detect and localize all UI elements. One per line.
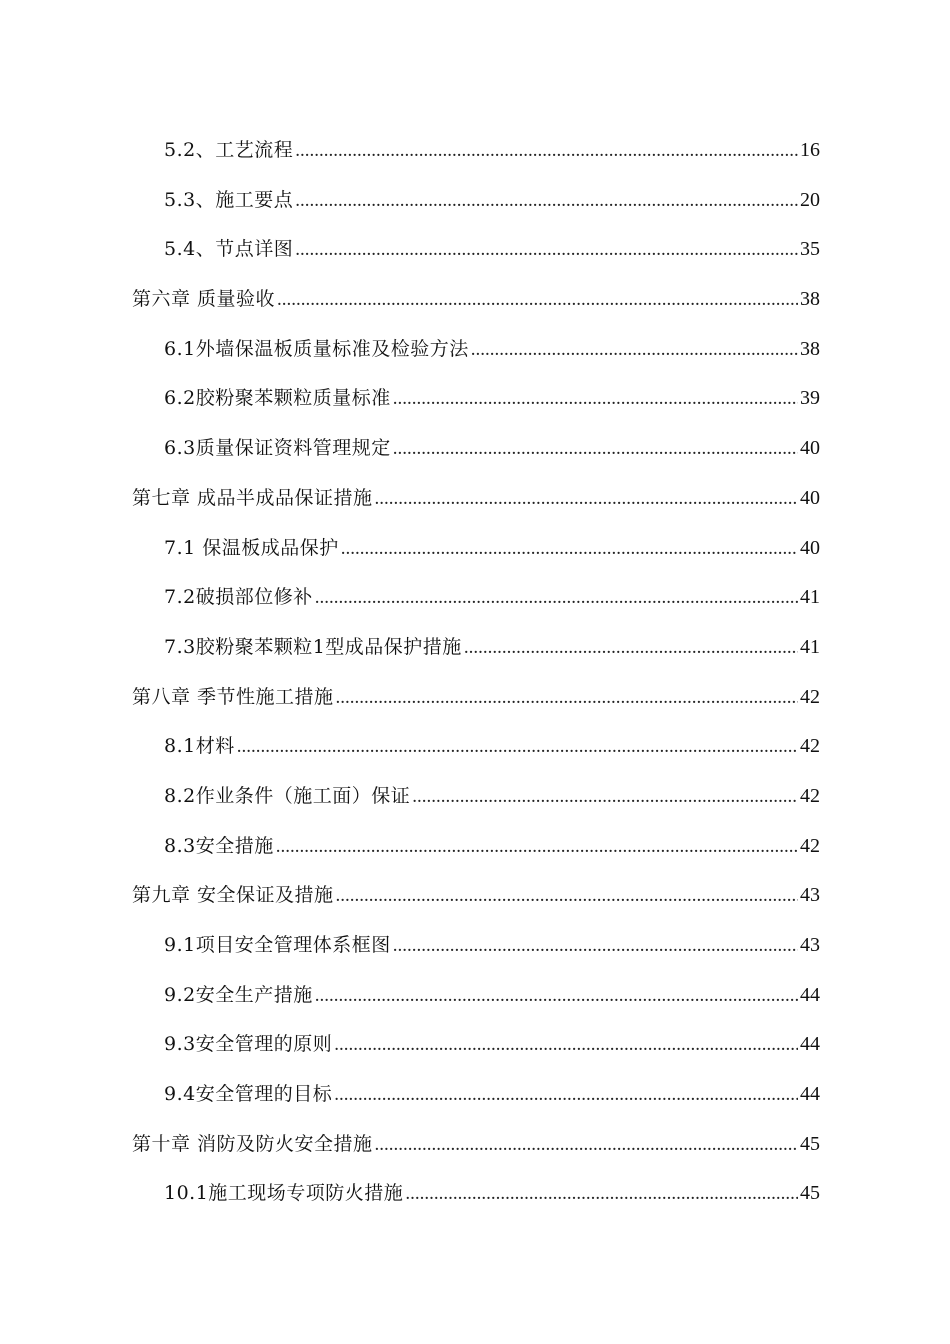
toc-entry-page-number: 35 <box>800 238 820 261</box>
toc-entry-title: 6.3质量保证资料管理规定 <box>164 437 391 460</box>
toc-section-entry[interactable] <box>0 822 820 872</box>
toc-chapter-entry[interactable] <box>0 673 820 723</box>
toc-entry-page-number: 42 <box>800 784 820 807</box>
toc-dot-leader <box>237 722 798 772</box>
toc-section-entry[interactable] <box>0 225 820 275</box>
toc-dot-leader <box>471 325 798 375</box>
toc-entry-title: 第七章 成品半成品保证措施 <box>132 486 373 509</box>
toc-entry-page-number: 39 <box>800 387 820 410</box>
table-of-contents <box>0 126 950 1219</box>
toc-entry-title: 5.2、工艺流程 <box>164 139 294 161</box>
toc-entry-page-number: 42 <box>800 735 820 758</box>
toc-entry-title: 9.4安全管理的目标 <box>164 1083 333 1106</box>
toc-section-entry[interactable] <box>0 921 820 971</box>
toc-section-entry[interactable] <box>0 126 820 176</box>
toc-entry-title: 8.3安全措施 <box>164 834 274 857</box>
toc-dot-leader <box>375 474 798 524</box>
toc-chapter-entry[interactable] <box>0 275 820 325</box>
toc-entry-page-number: 40 <box>800 437 820 460</box>
toc-entry-title: 第十章 消防及防火安全措施 <box>132 1132 373 1155</box>
toc-section-entry[interactable] <box>0 772 820 822</box>
toc-entry-page-number: 43 <box>800 934 820 956</box>
toc-section-entry[interactable] <box>0 623 820 673</box>
toc-dot-leader <box>412 772 798 822</box>
toc-section-entry[interactable] <box>0 374 820 424</box>
toc-section-entry[interactable] <box>0 722 820 772</box>
toc-entry-title: 7.2破损部位修补 <box>164 586 313 609</box>
toc-section-entry[interactable] <box>0 524 820 574</box>
toc-section-entry[interactable] <box>0 1020 820 1070</box>
toc-entry-page-number: 44 <box>800 1083 820 1106</box>
toc-section-entry[interactable] <box>0 325 820 375</box>
toc-dot-leader <box>276 822 798 872</box>
toc-chapter-entry[interactable] <box>0 1120 820 1170</box>
toc-dot-leader <box>336 673 798 723</box>
toc-dot-leader <box>336 871 798 921</box>
toc-entry-page-number: 40 <box>800 486 820 509</box>
toc-dot-leader <box>334 1070 798 1120</box>
toc-entry-page-number: 41 <box>800 635 820 658</box>
toc-entry-title: 8.1材料 <box>164 735 235 758</box>
toc-entry-title: 第九章 安全保证及措施 <box>132 884 334 907</box>
toc-entry-page-number: 43 <box>800 884 820 907</box>
toc-entry-page-number: 16 <box>800 139 820 161</box>
toc-dot-leader <box>393 374 798 424</box>
toc-section-entry[interactable] <box>0 1070 820 1120</box>
toc-section-entry[interactable] <box>0 176 820 226</box>
toc-section-entry[interactable] <box>0 424 820 474</box>
toc-entry-page-number: 40 <box>800 536 820 559</box>
toc-entry-title: 9.1项目安全管理体系框图 <box>164 934 391 956</box>
toc-entry-title: 9.2安全生产措施 <box>164 983 313 1006</box>
toc-dot-leader <box>341 524 798 574</box>
toc-entry-title: 第六章 质量验收 <box>132 288 276 311</box>
toc-chapter-entry[interactable] <box>0 871 820 921</box>
toc-section-entry[interactable] <box>0 971 820 1021</box>
toc-entry-page-number: 38 <box>800 288 820 311</box>
toc-entry-title: 第八章 季节性施工措施 <box>132 685 334 708</box>
toc-dot-leader <box>277 275 798 325</box>
toc-dot-leader <box>393 921 798 971</box>
toc-entry-page-number: 20 <box>800 188 820 211</box>
toc-entry-title: 7.3胶粉聚苯颗粒1型成品保护措施 <box>164 635 462 658</box>
toc-entry-title: 6.1外墙保温板质量标准及检验方法 <box>164 337 469 360</box>
toc-dot-leader <box>464 623 798 673</box>
toc-section-entry[interactable] <box>0 1169 820 1219</box>
toc-entry-page-number: 45 <box>800 1132 820 1155</box>
toc-dot-leader <box>405 1169 798 1219</box>
toc-entry-title: 5.3、施工要点 <box>164 188 294 211</box>
toc-dot-leader <box>295 176 798 226</box>
toc-entry-page-number: 42 <box>800 685 820 708</box>
toc-entry-title: 6.2胶粉聚苯颗粒质量标准 <box>164 387 391 410</box>
toc-entry-page-number: 42 <box>800 834 820 857</box>
toc-entry-title: 8.2作业条件（施工面）保证 <box>164 784 411 807</box>
toc-entry-title: 10.1施工现场专项防火措施 <box>164 1182 404 1205</box>
toc-entry-page-number: 38 <box>800 337 820 360</box>
toc-entry-page-number: 44 <box>800 1033 820 1056</box>
toc-entry-title: 5.4、节点详图 <box>164 238 294 261</box>
toc-dot-leader <box>295 225 798 275</box>
toc-dot-leader <box>295 126 798 176</box>
toc-entry-page-number: 44 <box>800 983 820 1006</box>
toc-chapter-entry[interactable] <box>0 474 820 524</box>
toc-dot-leader <box>393 424 798 474</box>
toc-dot-leader <box>315 573 798 623</box>
toc-section-entry[interactable] <box>0 573 820 623</box>
toc-dot-leader <box>334 1020 798 1070</box>
toc-entry-title: 9.3安全管理的原则 <box>164 1033 333 1056</box>
toc-entry-title: 7.1 保温板成品保护 <box>164 536 339 559</box>
toc-entry-page-number: 41 <box>800 586 820 609</box>
toc-dot-leader <box>315 971 798 1021</box>
toc-entry-page-number: 45 <box>800 1182 820 1205</box>
toc-dot-leader <box>375 1120 798 1170</box>
